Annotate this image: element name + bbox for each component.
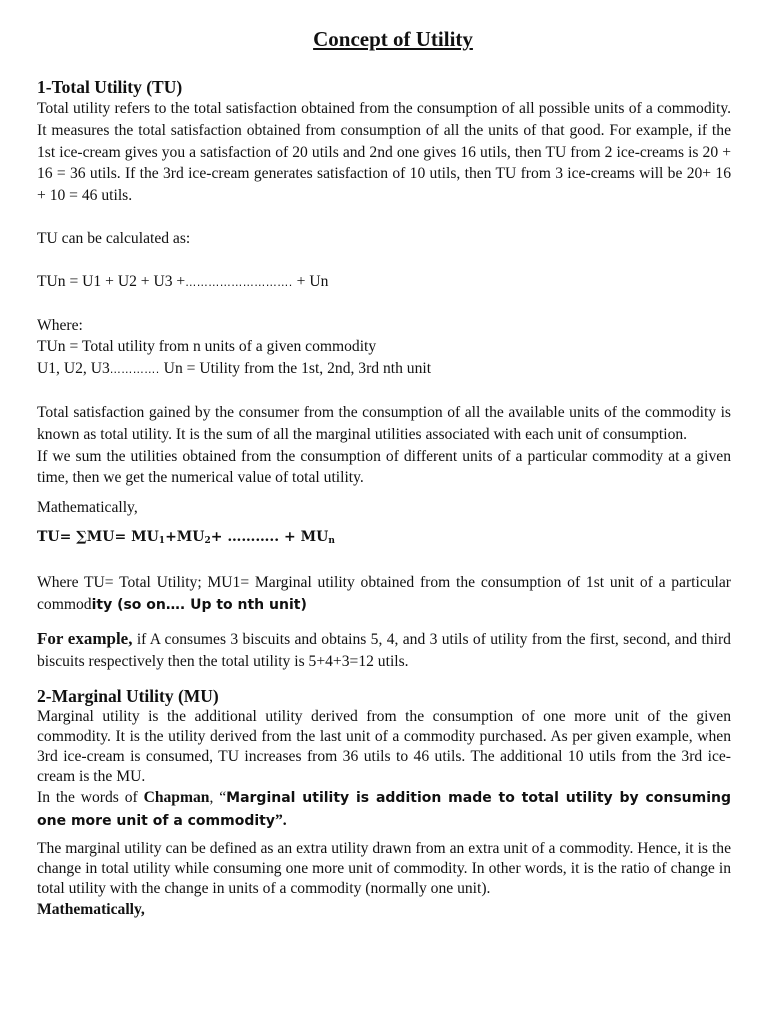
where-tu-bold: ity (so on…. Up to nth unit)	[91, 596, 307, 613]
units-dots: ………….	[109, 363, 160, 377]
marginal-utility-definition: Marginal utility is the additional utility derived from the consumption of one more unit of the given commodity. It is the utility derived from the last unit of a commodity purchased. As per given example, when 3rd ice-cream is consumed, TU increases from 36 utils to 46 utils. The additional 10 utils from the 3rd ice-cream is the MU.	[37, 707, 731, 785]
sum-formula-cont: + ……….. + MU	[210, 528, 329, 545]
total-utility-definition: Total utility refers to the total satisfaction obtained from the consumption of all possible units of a commodity. It measures the total satisfaction obtained from consumption of all the units of that good. For example, if the 1st ice-cream gives you a satisfaction of 20 utils and 2nd one gives 16 utils, then TU from 2 ice-creams is 20 + 16 = 36 utils. If the 3rd ice-cream generates satisfaction of 10 utils, then TU from 3 ice-creams will be 20+ 16 + 10 = 46 utils.	[37, 100, 731, 205]
total-utility-heading: 1-Total Utility (TU)	[37, 77, 183, 97]
chapman-intro: In the words of	[37, 788, 144, 806]
tu-math-label: Mathematically,	[37, 499, 138, 517]
sub-two: 2	[204, 535, 211, 546]
chapman-quote: Marginal utility is addition made to total utility by consuming one more unit of a commodity	[37, 789, 732, 829]
units-definition-line	[37, 358, 731, 381]
chapman-end: ”.	[275, 811, 287, 829]
marginal-utility-heading: 2-Marginal Utility (MU)	[37, 685, 219, 706]
document-title: Concept of Utility	[313, 27, 473, 51]
tu-formula	[37, 271, 731, 294]
example-text: if A consumes 3 biscuits and obtains 5, 4, and 3 utils of utility from the first, second, and third biscuits respectively then the total utility is 5+4+3=12 utils.	[37, 631, 731, 671]
sub-one: 1	[158, 535, 166, 546]
tu-formula-start: TUn = U1 + U2 + U3 +	[37, 272, 186, 290]
tu-example-paragraph	[37, 628, 731, 673]
units-start: U1, U2, U3	[37, 360, 110, 378]
where-tu-text: Where TU= Total Utility; MU1= Marginal utility obtained from the consumption of 1st unit of a particular commod	[37, 573, 731, 613]
sum-utilities-paragraph: If we sum the utilities obtained from the consumption of different units of a particular commodity at a given time, then we get the numerical value of total utility.	[37, 447, 731, 487]
tu-calc-intro: TU can be calculated as:	[37, 229, 191, 247]
where-tu-paragraph	[37, 572, 731, 617]
total-satisfaction-paragraph: Total satisfaction gained by the consumer from the consumption of all the available units of the commodity is known as total utility. It is the sum of all the marginal utilities associated with each unit of consumption.	[37, 403, 731, 443]
tu-sum-formula	[37, 527, 731, 551]
chapman-name: Chapman	[143, 788, 210, 806]
tu-formula-dots: ……………………….	[185, 275, 293, 289]
chapman-mid: , “	[209, 788, 227, 806]
sum-formula-plus: +MU	[165, 528, 205, 545]
mu-extra-utility-paragraph: The marginal utility can be defined as an extra utility drawn from an extra unit of a commodity. Hence, it is the change in total utility while consuming one more unit of commodity. In other words, it is the ratio of change in total utility with the change in units of a commodity (normally one unit).	[37, 839, 731, 897]
units-end: Un = Utility from the 1st, 2nd, 3rd nth unit	[159, 360, 432, 378]
tu-definition-line: TUn = Total utility from n units of a given commodity	[37, 338, 377, 356]
sub-n: n	[328, 535, 335, 546]
tu-formula-end: + Un	[292, 272, 329, 290]
where-label: Where:	[37, 316, 83, 334]
mu-math-label: Mathematically,	[37, 900, 145, 918]
example-label: For example,	[37, 629, 133, 649]
sum-formula-start: TU= ∑MU= MU	[37, 528, 159, 545]
document-page	[37, 24, 731, 920]
chapman-quote-paragraph	[37, 787, 731, 833]
